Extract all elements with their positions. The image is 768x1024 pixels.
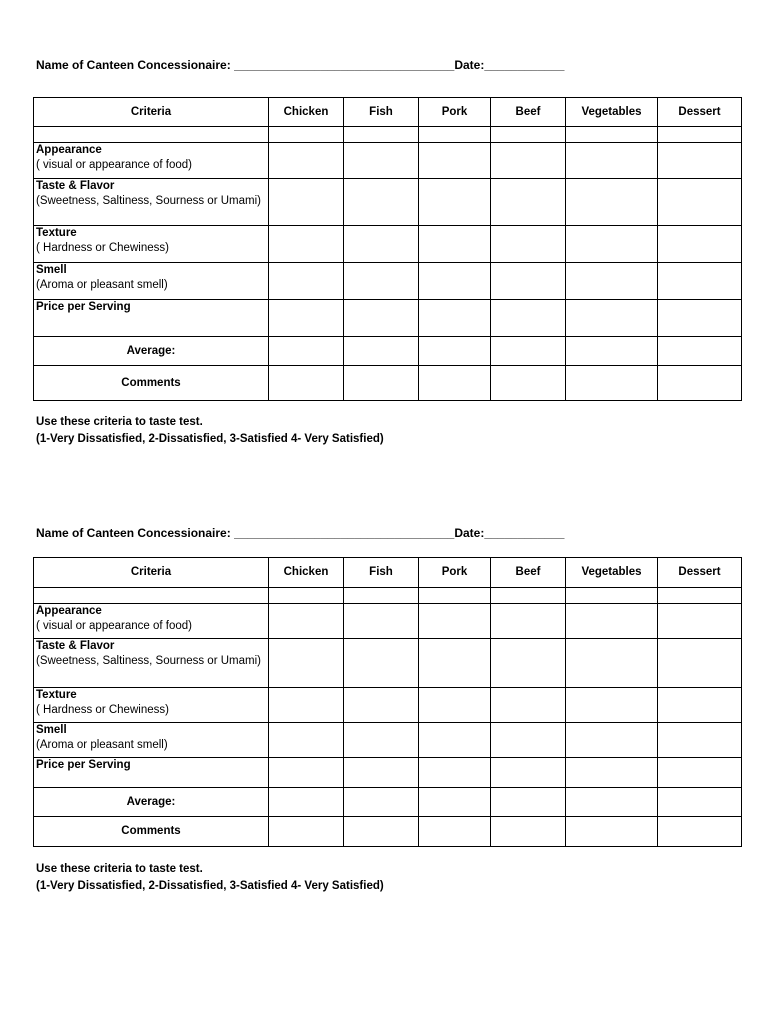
- criteria-desc: (Aroma or pleasant smell): [36, 739, 168, 751]
- criteria-cell: [34, 639, 269, 688]
- rating-cell[interactable]: [344, 758, 419, 788]
- average-label: Average:: [34, 337, 269, 366]
- comment-cell[interactable]: [419, 817, 491, 847]
- rating-cell[interactable]: [658, 179, 742, 226]
- rating-cell[interactable]: [344, 723, 419, 758]
- comment-cell[interactable]: [658, 366, 742, 401]
- evaluation-table: [33, 557, 742, 847]
- criteria-cell: [34, 143, 269, 179]
- comments-label: Comments: [34, 817, 269, 847]
- criteria-cell: [34, 263, 269, 300]
- rating-cell[interactable]: [344, 604, 419, 639]
- date-field[interactable]: ____________: [484, 526, 565, 540]
- criteria-title: Taste & Flavor: [36, 640, 115, 652]
- rating-cell[interactable]: [491, 263, 566, 300]
- rating-cell[interactable]: [419, 788, 491, 817]
- rating-cell[interactable]: [491, 604, 566, 639]
- rating-cell[interactable]: [419, 179, 491, 226]
- rating-cell[interactable]: [344, 688, 419, 723]
- rating-cell[interactable]: [419, 588, 491, 604]
- col-header-chicken: Chicken: [269, 98, 344, 127]
- blank-cell: [34, 588, 269, 604]
- rating-cell[interactable]: [344, 788, 419, 817]
- rating-cell[interactable]: [658, 723, 742, 758]
- row-appearance: [34, 604, 742, 639]
- rating-cell[interactable]: [566, 226, 658, 263]
- criteria-cell: [34, 604, 269, 639]
- criteria-title: Texture: [36, 689, 77, 701]
- rating-cell[interactable]: [566, 337, 658, 366]
- criteria-title: Smell: [36, 264, 67, 276]
- rating-cell[interactable]: [491, 758, 566, 788]
- evaluation-table: [33, 97, 742, 401]
- comment-cell[interactable]: [566, 817, 658, 847]
- rating-cell[interactable]: [269, 300, 344, 337]
- rating-cell[interactable]: [566, 588, 658, 604]
- rating-cell[interactable]: [269, 723, 344, 758]
- col-header-vegetables: Vegetables: [566, 558, 658, 588]
- row-price: [34, 300, 742, 337]
- rating-cell[interactable]: [344, 143, 419, 179]
- rating-cell[interactable]: [269, 788, 344, 817]
- row-texture: [34, 688, 742, 723]
- rating-cell[interactable]: [658, 788, 742, 817]
- col-header-pork: Pork: [419, 558, 491, 588]
- criteria-cell: [34, 758, 269, 788]
- comment-cell[interactable]: [491, 817, 566, 847]
- rating-cell[interactable]: [566, 127, 658, 143]
- note-line-2: (1-Very Dissatisfied, 2-Dissatisfied, 3-Satisfied 4- Very Satisfied): [36, 433, 384, 445]
- row-texture: [34, 226, 742, 263]
- criteria-desc: ( visual or appearance of food): [36, 620, 192, 632]
- rating-cell[interactable]: [658, 226, 742, 263]
- blank-cell: [34, 127, 269, 143]
- criteria-title: Price per Serving: [36, 759, 131, 771]
- notes: [36, 861, 384, 895]
- rating-cell[interactable]: [269, 588, 344, 604]
- rating-cell[interactable]: [344, 179, 419, 226]
- row-average: [34, 788, 742, 817]
- rating-cell[interactable]: [491, 337, 566, 366]
- criteria-desc: (Sweetness, Saltiness, Sourness or Umami): [36, 195, 261, 207]
- concessionaire-label: Name of Canteen Concessionaire:: [36, 58, 235, 72]
- rating-cell[interactable]: [419, 143, 491, 179]
- row-average: [34, 337, 742, 366]
- rating-cell[interactable]: [419, 758, 491, 788]
- criteria-cell: [34, 688, 269, 723]
- rating-cell[interactable]: [566, 788, 658, 817]
- header-line: [36, 526, 564, 540]
- rating-cell[interactable]: [566, 143, 658, 179]
- rating-cell[interactable]: [491, 639, 566, 688]
- notes: [36, 414, 384, 448]
- criteria-cell: [34, 179, 269, 226]
- comment-cell[interactable]: [269, 817, 344, 847]
- date-label: Date:: [454, 58, 485, 72]
- comment-cell[interactable]: [419, 366, 491, 401]
- criteria-desc: ( Hardness or Chewiness): [36, 704, 169, 716]
- rating-cell[interactable]: [419, 639, 491, 688]
- rating-cell[interactable]: [658, 127, 742, 143]
- rating-cell[interactable]: [658, 758, 742, 788]
- rating-cell[interactable]: [269, 143, 344, 179]
- concessionaire-label: Name of Canteen Concessionaire:: [36, 526, 235, 540]
- row-comments: [34, 817, 742, 847]
- rating-cell[interactable]: [344, 127, 419, 143]
- criteria-desc: (Sweetness, Saltiness, Sourness or Umami): [36, 655, 261, 667]
- rating-cell[interactable]: [344, 263, 419, 300]
- rating-cell[interactable]: [344, 337, 419, 366]
- comment-cell[interactable]: [566, 366, 658, 401]
- rating-cell[interactable]: [419, 337, 491, 366]
- comment-cell[interactable]: [269, 366, 344, 401]
- concessionaire-field[interactable]: _________________________________: [234, 526, 455, 540]
- rating-cell[interactable]: [269, 639, 344, 688]
- rating-cell[interactable]: [491, 179, 566, 226]
- rating-cell[interactable]: [658, 604, 742, 639]
- row-smell: [34, 723, 742, 758]
- col-header-fish: Fish: [344, 558, 419, 588]
- rating-cell[interactable]: [491, 143, 566, 179]
- rating-cell[interactable]: [658, 300, 742, 337]
- row-taste-flavor: [34, 179, 742, 226]
- col-header-fish: Fish: [344, 98, 419, 127]
- date-field[interactable]: ____________: [484, 58, 565, 72]
- rating-cell[interactable]: [566, 639, 658, 688]
- rating-cell[interactable]: [419, 263, 491, 300]
- rating-cell[interactable]: [419, 127, 491, 143]
- note-line-1: Use these criteria to taste test.: [36, 416, 203, 428]
- criteria-desc: ( visual or appearance of food): [36, 159, 192, 171]
- rating-cell[interactable]: [566, 263, 658, 300]
- rating-cell[interactable]: [419, 723, 491, 758]
- col-header-criteria: Criteria: [34, 558, 269, 588]
- rating-cell[interactable]: [566, 723, 658, 758]
- criteria-title: Appearance: [36, 144, 102, 156]
- spacer-row: [34, 127, 742, 143]
- rating-cell[interactable]: [658, 143, 742, 179]
- rating-cell[interactable]: [491, 127, 566, 143]
- col-header-chicken: Chicken: [269, 558, 344, 588]
- col-header-pork: Pork: [419, 98, 491, 127]
- criteria-desc: ( Hardness or Chewiness): [36, 242, 169, 254]
- rating-cell[interactable]: [491, 300, 566, 337]
- rating-cell[interactable]: [658, 688, 742, 723]
- criteria-cell: [34, 300, 269, 337]
- row-comments: [34, 366, 742, 401]
- col-header-criteria: Criteria: [34, 98, 269, 127]
- rating-cell[interactable]: [658, 639, 742, 688]
- header-row: [34, 98, 742, 127]
- row-appearance: [34, 143, 742, 179]
- rating-cell[interactable]: [566, 179, 658, 226]
- criteria-title: Texture: [36, 227, 77, 239]
- comment-cell[interactable]: [344, 366, 419, 401]
- row-price: [34, 758, 742, 788]
- row-smell: [34, 263, 742, 300]
- rating-cell[interactable]: [566, 300, 658, 337]
- rating-cell[interactable]: [491, 788, 566, 817]
- comment-cell[interactable]: [491, 366, 566, 401]
- rating-cell[interactable]: [269, 263, 344, 300]
- row-taste-flavor: [34, 639, 742, 688]
- col-header-vegetables: Vegetables: [566, 98, 658, 127]
- rating-cell[interactable]: [491, 688, 566, 723]
- criteria-title: Price per Serving: [36, 301, 131, 313]
- rating-cell[interactable]: [344, 226, 419, 263]
- rating-cell[interactable]: [269, 688, 344, 723]
- criteria-title: Appearance: [36, 605, 102, 617]
- rating-cell[interactable]: [658, 263, 742, 300]
- rating-cell[interactable]: [491, 723, 566, 758]
- col-header-beef: Beef: [491, 558, 566, 588]
- average-label: Average:: [34, 788, 269, 817]
- criteria-desc: (Aroma or pleasant smell): [36, 279, 168, 291]
- rating-cell[interactable]: [566, 758, 658, 788]
- rating-cell[interactable]: [658, 588, 742, 604]
- note-line-1: Use these criteria to taste test.: [36, 863, 203, 875]
- concessionaire-field[interactable]: _________________________________: [234, 58, 455, 72]
- rating-cell[interactable]: [566, 604, 658, 639]
- rating-cell[interactable]: [419, 226, 491, 263]
- rating-cell[interactable]: [269, 127, 344, 143]
- rating-cell[interactable]: [269, 337, 344, 366]
- rating-cell[interactable]: [344, 639, 419, 688]
- criteria-cell: [34, 723, 269, 758]
- col-header-beef: Beef: [491, 98, 566, 127]
- date-label: Date:: [454, 526, 485, 540]
- rating-cell[interactable]: [419, 300, 491, 337]
- comment-cell[interactable]: [658, 817, 742, 847]
- rating-cell[interactable]: [419, 688, 491, 723]
- col-header-dessert: Dessert: [658, 558, 742, 588]
- rating-cell[interactable]: [344, 300, 419, 337]
- col-header-dessert: Dessert: [658, 98, 742, 127]
- rating-cell[interactable]: [419, 604, 491, 639]
- rating-cell[interactable]: [269, 758, 344, 788]
- header-row: [34, 558, 742, 588]
- note-line-2: (1-Very Dissatisfied, 2-Dissatisfied, 3-Satisfied 4- Very Satisfied): [36, 880, 384, 892]
- header-line: [36, 58, 564, 72]
- rating-cell[interactable]: [658, 337, 742, 366]
- rating-cell[interactable]: [269, 226, 344, 263]
- comments-label: Comments: [34, 366, 269, 401]
- criteria-title: Taste & Flavor: [36, 180, 115, 192]
- rating-cell[interactable]: [269, 604, 344, 639]
- rating-cell[interactable]: [269, 179, 344, 226]
- criteria-cell: [34, 226, 269, 263]
- rating-cell[interactable]: [491, 588, 566, 604]
- rating-cell[interactable]: [344, 588, 419, 604]
- criteria-title: Smell: [36, 724, 67, 736]
- spacer-row: [34, 588, 742, 604]
- comment-cell[interactable]: [344, 817, 419, 847]
- rating-cell[interactable]: [566, 688, 658, 723]
- rating-cell[interactable]: [491, 226, 566, 263]
